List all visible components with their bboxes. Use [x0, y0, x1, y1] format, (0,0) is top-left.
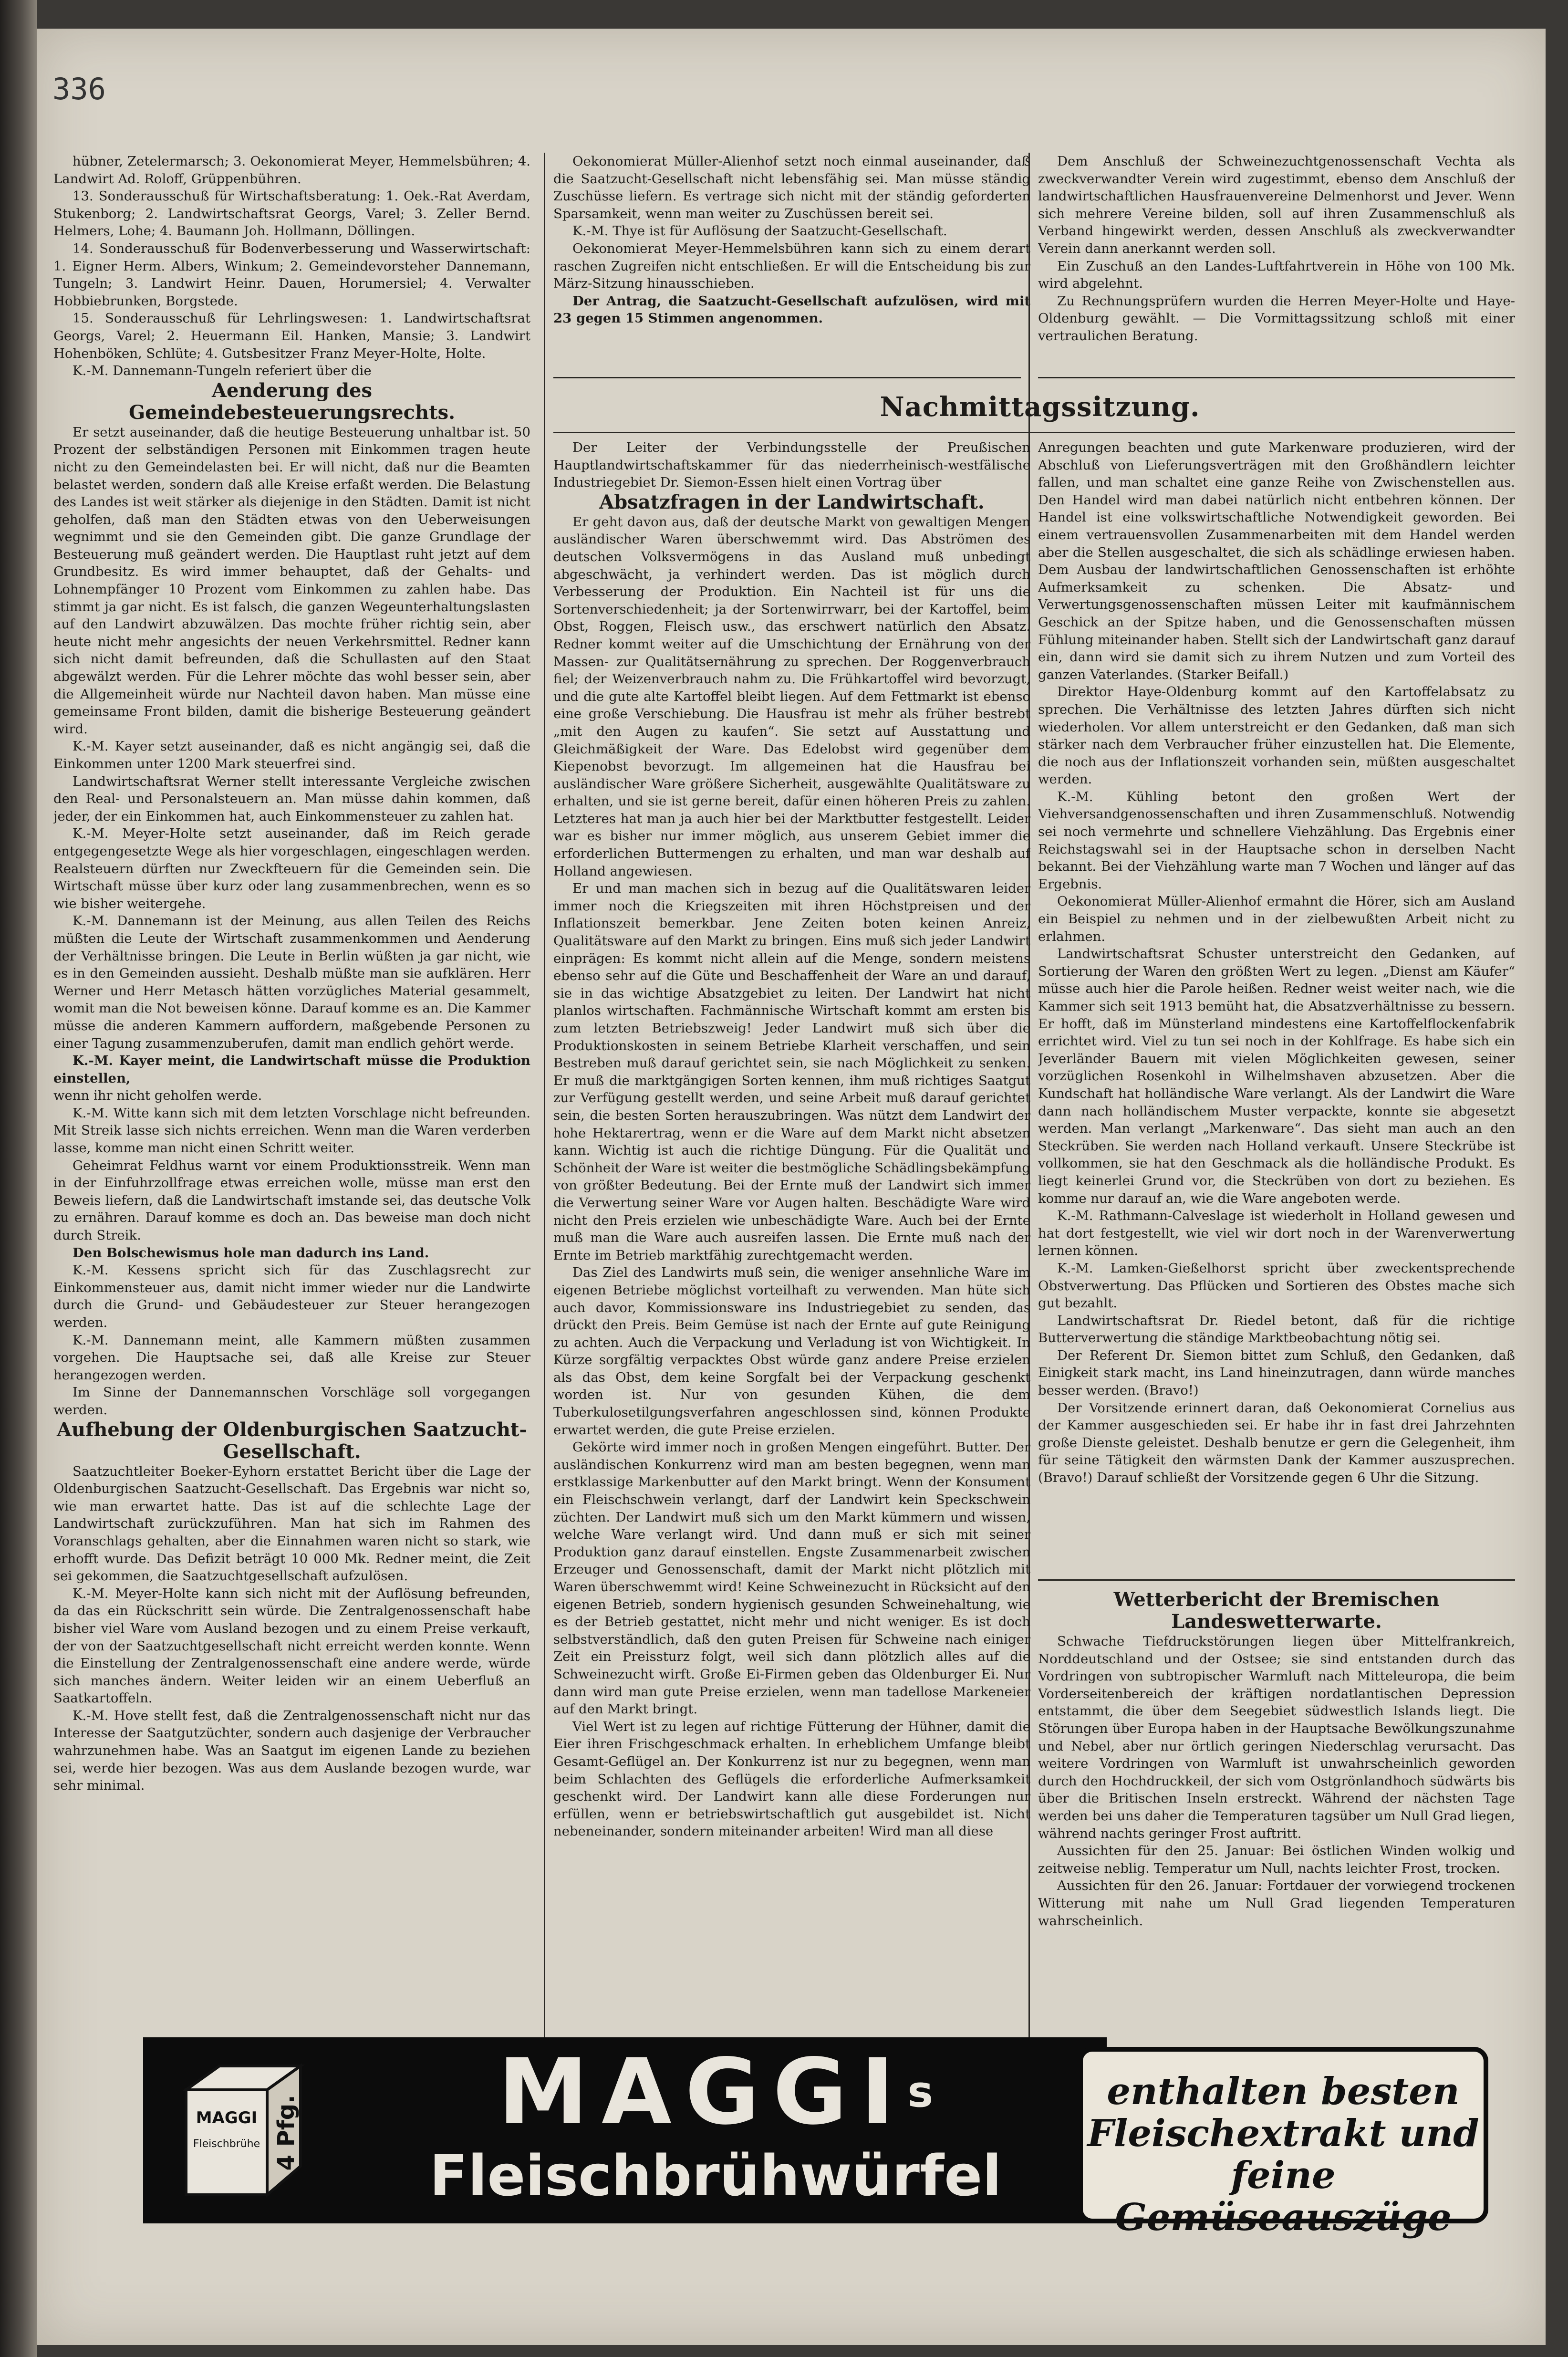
paragraph: Oekonomierat Meyer-Hemmelsbühren kann sich zu einem derart raschen Zugreifen nicht entschließen. Er will die Entscheidung bis zur März-Sitzung hinausschieben. [553, 240, 1030, 292]
article-heading: Aenderung des Gemeindebesteuerungsrechts. [128, 379, 456, 424]
paragraph-bold: Den Bolschewismus hole man dadurch ins Land. [73, 1245, 429, 1261]
paragraph: Landwirtschaftsrat Schuster unterstreicht den Gedanken, auf Sortierung der Waren den größten Wert zu legen. „Dienst am Käufer“ müsse auch hier die Parole heißen. Redner weist weiter nach, wie die Kammer sich seit 1913 bemüht hat, die Absatzverhältnisse zu bessern. Er hofft, daß im Münsterland mindestens eine Kartoffelflockenfabrik errichtet wird. Viel zu tun sei noch in der Kohlfrage. Es habe sich ein Jeverländer Bauern mit vielen Möglichkeiten gewesen, seiner vorzüglichen Rosenkohl in Wilhelmshaven abzusetzen. Aber die Kundschaft hat holländische Ware verlangt. Als der Landwirt die Ware dann nach holländischem Muster verpackte, konnte sie abgesetzt werden. Man verlangt „Markenware“. Das sieht man auch an den Steckrüben. Sie werden nach Holland verkauft. Unsere Steckrübe ist vollkommen, sie hat den Geschmack als die holländische Produkt. Es liegt keinerlei Grund vor, die Steckrüben von dort zu beziehen. Es komme nur darauf an, wie die Ware angeboten werde. [1038, 946, 1515, 1206]
paragraph: Oekonomierat Müller-Alienhof setzt noch einmal auseinander, daß die Saatzucht-Gesellschaft nicht lebensfähig sei. Man müsse ständig Zuschüsse liefern. Es vertrage sich nicht mit der ständig geforderten Sparsamkeit, wenn man weiter zu Zuschüssen bereit sei. [553, 154, 1030, 221]
section-rule [1038, 377, 1515, 378]
column-rule [544, 153, 545, 2042]
paragraph: Direktor Haye-Oldenburg kommt auf den Kartoffelabsatz zu sprechen. Die Verhältnisse des letzten Jahres dürften sich nicht wiederholen. Vor allem unterstreicht er den Gedanken, daß man sich stärker nach dem Verbraucher früher einzustellen hat. Die Elemente, die noch aus der Inflationszeit vorhanden sein, müßten ausgeschaltet werden. [1038, 684, 1515, 787]
section-title: Nachmittagssitzung. [880, 391, 1200, 423]
paragraph: K.-M. Lamken-Gießelhorst spricht über zweckentsprechende Obstverwertung. Das Pflücken und Sortieren des Obstes mache sich gut bezahlt. [1038, 1260, 1515, 1311]
paragraph: hübner, Zetelermarsch; 3. Oekonomierat Meyer, Hemmelsbühren; 4. Landwirt Ad. Roloff, Grüppenbühren. [53, 154, 530, 187]
weather-heading: Wetterbericht der Bremischen Landeswetterwarte. [1113, 1589, 1440, 1633]
paragraph: Aussichten für den 25. Januar: Bei östlichen Winden wolkig und zeitweise neblig. Temperatur um Null, nachts leichter Frost, trocken. [1038, 1843, 1515, 1876]
paragraph: K.-M. Witte kann sich mit dem letzten Vorschlage nicht befreunden. Mit Streik lasse sich nichts erreichen. Wenn man die Waren verderben lasse, komme man nicht einen Schritt weiter. [53, 1105, 530, 1156]
cube-sub: Fleischbrühe [193, 2138, 260, 2150]
paragraph: K.-M. Kayer setzt auseinander, daß es nicht angängig sei, daß die Einkommen unter 1200 Mark steuerfrei sind. [53, 739, 530, 772]
paragraph: K.-M. Dannemann ist der Meinung, aus allen Teilen des Reichs müßten die Leute der Wirtschaft zusammenkommen und Aenderung der Verhältnisse bringen. Die Leute in Berlin wüßten ja gar nicht, wie es in den Gemeinden aussieht. Deshalb müßte man sie aufklären. Herr Werner und Herr Metasch hätten vorzügliches Material gesammelt, womit man die Not beweisen könne. Darauf komme es an. Die Kammer müsse die anderen Kammern auffordern, maßgebende Personen zu einer Tagung zusammenzuberufen, damit man endlich gehört werde. [53, 913, 530, 1051]
paragraph: K.-M. Dannemann-Tungeln referiert über die [73, 363, 372, 379]
section-rule [553, 377, 1021, 378]
paragraph: Oekonomierat Müller-Alienhof ermahnt die Hörer, sich am Ausland ein Beispiel zu nehmen und in der zielbewußten Arbeit nicht zu erlahmen. [1038, 894, 1515, 944]
ad-brand: MAGGI$^s$ [498, 2039, 934, 2145]
paragraph: Der Vorsitzende erinnert daran, daß Oekonomierat Cornelius aus der Kammer ausgeschieden sei. Er habe ihr in fast drei Jahrzehnten große Dienste geleistet. Deshalb benutze er gern die Gelegenheit, ihm für seine Tätigkeit den wärmsten Dank der Kammer auszusprechen. (Bravo!) Darauf schließt der Vorsitzende gegen 6 Uhr die Sitzung. [1038, 1400, 1515, 1486]
column-1 [53, 153, 530, 2042]
paragraph: 14. Sonderausschuß für Bodenverbesserung und Wasserwirtschaft: 1. Eigner Herm. Albers, Winkum; 2. Gemeindevorsteher Dannemann, Tungeln; 3. Landwirt Heinr. Dauen, Horumersiel; 4. Verwalter Hobbiebrunken, Borgstede. [53, 240, 530, 309]
ad-product: Fleischbrühwürfel [429, 2143, 1002, 2209]
paragraph: wenn ihr nicht geholfen werde. [53, 1088, 262, 1104]
maggi-advertisement [143, 2037, 1479, 2239]
paragraph: Landwirtschaftsrat Dr. Riedel betont, daß für die richtige Butterverwertung die ständige Marktbeobachtung nötig sei. [1038, 1313, 1515, 1346]
paragraph: Dem Anschluß der Schweinezuchtgenossenschaft Vechta als zweckverwandter Verein wird zugestimmt, ebenso dem Anschluß der landwirtschaftlichen Hausfrauenvereine Delmenhorst und Jever. Wenn sich mehrere Vereine bilden, soll auf ihren Zusammenschluß als Verband hingewirkt werden, dessen Anschluß als zweckverwandter Verein dann anerkannt werden soll. [1038, 154, 1515, 256]
column-2 [553, 153, 1030, 377]
paragraph: K.-M. Meyer-Holte kann sich nicht mit der Auflösung befreunden, da das ein Rückschritt sein würde. Die Zentralgenossenschaft habe bisher viel Ware vom Ausland bezogen und zu einem Preise verkauft, der von der Saatzuchtgesellschaft nicht erreicht werden konnte. Wenn die Einstellung der Zentralgenossenschaft eine andere werde, würde sich manches ändern. Weiter leiden wir an einem Ueberfluß an Saatkartoffeln. [53, 1585, 530, 1706]
paragraph: Geheimrat Feldhus warnt vor einem Produktionsstreik. Wenn man in der Einfuhrzollfrage etwas erreichen wolle, müsse man erst den Beweis liefern, daß die Landwirtschaft imstande sei, das deutsche Volk zu ernähren. Darauf komme es doch an. Das beweise man doch nicht durch Streik. [53, 1158, 530, 1243]
article-heading: Aufhebung der Oldenburgischen Saatzucht-Gesellschaft. [56, 1418, 528, 1463]
paragraph-bold: K.-M. Kayer meint, die Landwirtschaft müsse die Produktion einstellen, [53, 1053, 530, 1086]
weather-report [1038, 1589, 1515, 2042]
paragraph: Der Leiter der Verbindungsstelle der Preußischen Hauptlandwirtschaftskammer für das niederrheinisch-westfälische Industriegebiet Dr. Siemon-Essen hielt einen Vortrag über [553, 440, 1030, 490]
paragraph: Das Ziel des Landwirts muß sein, die weniger ansehnliche Ware im eigenen Betriebe möglichst vorteilhaft zu verwenden. Man hüte sich auch davor, Kommissionsware ins Industriegebiet zu senden, das drückt den Preis. Beim Gemüse ist nach der Ernte auf gute Reinigung zu achten. Auch die Verpackung und Verladung ist von Wichtigkeit. In Kürze sorgfältig verpacktes Obst würde ganz andere Preise erzielen als das Obst, dem keine Sorgfalt bei der Verpackung geschenkt worden ist. Nur von gesunden Kühen, die dem Tuberkulosetilgungsverfahren angeschlossen sind, können Produkte erwartet werden, die gute Preise erzielen. [553, 1265, 1030, 1438]
paragraph: K.-M. Hove stellt fest, daß die Zentralgenossenschaft nicht nur das Interesse der Saatgutzüchter, sondern auch dasjenige der Verbraucher wahrzunehmen habe. Was an Saatgut im eigenen Lande zu beziehen sei, werde hier bezogen. Was aus dem Auslande bezogen wurde, war sehr minimal. [53, 1708, 530, 1794]
column-3-main [1038, 439, 1515, 1575]
paragraph: Er und man machen sich in bezug auf die Qualitätswaren leider immer noch die Kriegszeiten mit ihren Höchstpreisen und der Inflationszeit bemerkbar. Jene Zeiten boten keinen Anreiz, Qualitätsware auf den Markt zu bringen. Eins muß sich jeder Landwirt einprägen: Es kommt nicht allein auf die Menge, sondern meistens ebenso sehr auf die Güte und Beschaffenheit der Ware an und darauf, sie in das wichtige Absatzgebiet zu leiten. Der Landwirt hat nicht planlos wirtschaften. Fachmännische Wirtschaft kommt am ersten bis zum letzten Betriebszweig! Jeder Landwirt muß sich über die Produktionskosten in seinem Betriebe Klarheit verschaffen, und sein Bestreben muß darauf gerichtet sein, sie nach Möglichkeit zu senken. Er muß die marktgängigen Sorten kennen, ihm muß richtiges Saatgut zur Verfügung gestellt werden, und seine Arbeit muß darauf gerichtet sein, die besten Sorten herauszubringen. Was nützt dem Landwirt der hohe Hektarertrag, wenn er die Ware auf dem Markt nicht absetzen kann. Wichtig ist auch die richtige Düngung. Für die Qualität und Schönheit der Ware ist weiter die bestmögliche Schädlingsbekämpfung von größter Bedeutung. Bei der Ernte muß der Landwirt sich immer die Verwertung seiner Ware vor Augen halten. Beschädigte Ware wird nicht den Preis erzielen wie unbeschädigte Ware. Auch bei der Ernte muß man die Ware auch ausreifen lassen. Die Ernte muß nach der Ernte im Betrieb marktfähig zurechtgemacht werden. [553, 881, 1030, 1263]
paragraph: Zu Rechnungsprüfern wurden die Herren Meyer-Holte und Haye-Oldenburg gewählt. — Die Vormittagssitzung schloß mit einer vertraulichen Beratung. [1038, 293, 1515, 344]
paragraph: Schwache Tiefdruckstörungen liegen über Mittelfrankreich, Norddeutschland und der Ostsee; sie sind entstanden durch das Vordringen von subtropischer Warmluft nach Mitteleuropa, die beim Vorderseitenbereich der kräftigen nordatlantischen Depression entstammt, die über dem Seegebiet südwestlich Islands liegt. Die Störungen über Europa haben in der Hauptsache Bewölkungszunahme und Nebel, aber nur örtlich geringen Niederschlag verursacht. Das weitere Vordringen von Warmluft ist unwahrscheinlich geworden durch den Hochdruckkeil, der sich vom Ostgrönlandhoch südwärts bis über die Britischen Inseln erstreckt. Während der nächsten Tage werden bei uns daher die Temperaturen tagsüber um Null Grad liegen, während nachts geringer Frost auftritt. [1038, 1634, 1515, 1841]
paragraph: K.-M. Thye ist für Auflösung der Saatzucht-Gesellschaft. [572, 223, 947, 239]
cube-brand: MAGGI [196, 2108, 258, 2128]
column-3-top [1038, 153, 1515, 377]
paragraph: K.-M. Rathmann-Calveslage ist wiederholt in Holland gewesen und hat dort festgestellt, wie viel wir dort noch in der Warenverwertung lernen können. [1038, 1208, 1515, 1259]
paragraph: Aussichten für den 26. Januar: Fortdauer der vorwiegend trockenen Witterung mit nahe um Null Grad liegenden Temperaturen wahrscheinlich. [1038, 1878, 1515, 1929]
section-rule [553, 432, 1515, 433]
paragraph: Ein Zuschuß an den Landes-Luftfahrtverein in Höhe von 100 Mk. wird abgelehnt. [1038, 258, 1515, 292]
paragraph: Saatzuchtleiter Boeker-Eyhorn erstattet Bericht über die Lage der Oldenburgischen Saatzucht-Gesellschaft. Das Ergebnis war nicht so, wie man erwartet hatte. Das ist auf die schlechte Lage der Landwirtschaft zurückzuführen. Man hat sich im Rahmen des Voranschlags gehalten, aber die Einnahmen waren nicht so stark, wie erhofft wurde. Das Defizit beträgt 10 000 Mk. Redner meint, die Zeit sei gekommen, die Saatzuchtgesellschaft aufzulösen. [53, 1463, 530, 1584]
paragraph: Anregungen beachten und gute Markenware produzieren, wird der Abschluß von Lieferungsverträgen mit den Großhändlern leichter fallen, und man schaltet eine ganze Reihe von Zwischenstellen aus. Den Handel wird man dabei natürlich nicht entbehren können. Der Handel ist eine volkswirtschaftliche Notwendigkeit geworden. Bei einem vertrauensvollen Zusammenarbeiten mit dem Handel werden aber die Stellen ausgeschaltet, die sich als schädlinge erwiesen haben. Dem Ausbau der landwirtschaftlichen Genossenschaften ist erhöhte Aufmerksamkeit zu schenken. Die Absatz- und Verwertungsgenossenschaften müssen Leiter mit kaufmännischem Geschick an der Spitze haben, und die Genossenschaften müssen Fühlung miteinander haben. Stellt sich der Landwirtschaft ganz darauf ein, dann wird sie damit sich zu ihrem Nutzen und zum Vorteil des ganzen Vaterlandes. (Starker Beifall.) [1038, 440, 1515, 682]
paragraph: 13. Sonderausschuß für Wirtschaftsberatung: 1. Oek.-Rat Averdam, Stukenborg; 2. Landwirtschaftsrat Georgs, Varel; 3. Zeller Bernd. Helmers, Lohe; 4. Baumann Joh. Hollmann, Döllingen. [53, 188, 530, 239]
cube-price: 4 Pfg. [273, 2095, 300, 2171]
ad-slogan: enthalten besten Fleischextrakt und feine Gemüseauszüge [1087, 2070, 1479, 2239]
paragraph: Er geht davon aus, daß der deutsche Markt von gewaltigen Mengen ausländischer Waren überschwemmt wird. Das Abströmen des deutschen Volksvermögens in das Ausland muß unbedingt abgeschwächt, ja verhindert werden. Das ist möglich durch Verbesserung der Produktion. Ein Nachteil ist für uns die Sortenverschiedenheit; ja der Sortenwirrwarr, bei der Kartoffel, beim Obst, Roggen, Fleisch usw., das erschwert natürlich den Absatz. Redner kommt weiter auf die Umschichtung der Ernährung von der Massen- zur Qualitätsernährung zu sprechen. Der Roggenverbrauch fiel; der Weizenverbrauch nahm zu. Die Frühkartoffel wird bevorzugt, und die gute alte Kartoffel bleibt liegen. Auf dem Fettmarkt ist ebenso eine große Verschiebung. Die Hausfrau ist mehr als früher bestrebt „mit den Augen zu kaufen“. Sie setzt auf Ausstattung und Gleichmäßigkeit der Ware. Das Edelobst wird gegenüber dem Kiepenobst bevorzugt. Im allgemeinen hat die Hausfrau bei ausländischer Ware größere Sicherheit, ausgewählte Qualitätsware zu erhalten, und sie ist gerne bereit, dafür einen höheren Preis zu zahlen. Letzteres hat man ja auch hier bei der Marktbutter festgestellt. Leider war es bisher nur immer möglich, aus unserem Gebiet immer die erforderlichen Buttermengen zu erhalten, und man war deshalb auf Holland angewiesen. [553, 514, 1030, 879]
section-rule [1038, 1579, 1515, 1581]
book-binding [0, 0, 37, 2357]
paragraph: Im Sinne der Dannemannschen Vorschläge soll vorgegangen werden. [53, 1385, 530, 1418]
paragraph: K.-M. Meyer-Holte setzt auseinander, daß im Reich gerade entgegengesetzte Wege als hier vorgeschlagen, eingeschlagen werden. Realsteuern dürften nur Zweckfteuern für die Gemeinden sein. Die Wirtschaft müsse über kurz oder lang zusammenbrechen, wenn es so wie bisher weitergehe. [53, 826, 530, 911]
paragraph: Der Referent Dr. Siemon bittet zum Schluß, den Gedanken, daß Einigkeit stark macht, ins Land hineinzutragen, dann würde manches besser werden. (Bravo!) [1038, 1347, 1515, 1398]
paragraph-bold: Der Antrag, die Saatzucht-Gesellschaft aufzulösen, wird mit 23 gegen 15 Stimmen angenommen. [553, 293, 1030, 326]
paragraph: K.-M. Kühling betont den großen Wert der Viehversandgenossenschaften und ihren Zusammenschluß. Notwendig sei noch vermehrte und schnellere Viehzählung. Das Ergebnis einer Reichstagswahl sei in der Hauptsache schon in derselben Nacht bekannt. Bei der Viehzählung warte man 7 Wochen und länger auf das Ergebnis. [1038, 789, 1515, 892]
paragraph: K.-M. Dannemann meint, alle Kammern müßten zusammen vorgehen. Die Hauptsache sei, daß alle Kreise zur Steuer herangezogen werden. [53, 1332, 530, 1383]
paragraph: 15. Sonderausschuß für Lehrlingswesen: 1. Landwirtschaftsrat Georgs, Varel; 2. Heuermann Eil. Hanken, Mansie; 3. Landwirt Hohenböken, Schlüte; 4. Gutsbesitzer Franz Meyer-Holte, Holte. [53, 311, 530, 361]
paragraph: Viel Wert ist zu legen auf richtige Fütterung der Hühner, damit die Eier ihren Frischgeschmack erhalten. In erheblichem Umfange bleibt Gesamt-Geflügel an. Der Konkurrenz ist nur zu begegnen, wenn man beim Schlachten des Geflügels die erforderliche Aufmerksamkeit geschenkt wird. Der Landwirt kann alle diese Forderungen nur erfüllen, wenn er betriebswirtschaftlich gut ausgebildet ist. Nicht nebeneinander, sondern miteinander arbeiten! Wird man all diese [553, 1719, 1030, 1839]
paragraph: Er setzt auseinander, daß die heutige Besteuerung unhaltbar ist. 50 Prozent der selbständigen Personen mit Einkommen tragen heute nicht zu den Gemeindelasten bei. Er will nicht, daß nur die Beamten belastet werden, sondern daß alle Kreise erfaßt werden. Die Belastung des Landes ist weit stärker als diejenige in den Städten. Damit ist nicht geholfen, daß man den Städten etwas von den Ueberweisungen wegnimmt und sie den Gemeinden gibt. Die ganze Grundlage der Besteuerung muß geändert werden. Die Hauptlast ruht jetzt auf dem Grundbesitz. Es wird immer behauptet, daß der Gehalts- und Lohnempfänger 10 Prozent vom Einkommen zu zahlen habe. Das stimmt ja gar nicht. Es ist falsch, die ganzen Wegeunterhaltungslasten auf den Landwirt abzuwälzen. Das mochte früher richtig sein, aber heute nicht mehr angesichts der neuen Verkehrsmittel. Redner kann sich nicht damit befreunden, daß die Schullasten auf den Staat abgewälzt werden. Für die Lehrer möchte das wohl besser sein, aber die Allgemeinheit würde nur Nachteil davon haben. Man müsse eine gemeinsame Front bilden, damit die bisherige Besteuerung geändert wird. [53, 424, 530, 737]
article-heading: Absatzfragen in der Landwirtschaft. [599, 490, 985, 513]
ad-banner [143, 2037, 1107, 2223]
paragraph: Landwirtschaftsrat Werner stellt interessante Vergleiche zwischen den Real- und Personalsteuern an. Man müsse dahin kommen, daß jeder, der ein Einkommen hat, auch Einkommensteuer zu zahlen hat. [53, 773, 530, 824]
ad-slogan-scroll [1078, 2047, 1488, 2239]
page-number: 336 [52, 72, 106, 106]
paragraph: K.-M. Kessens spricht sich für das Zuschlagsrecht zur Einkommensteuer aus, damit nicht immer wieder nur die Landwirte durch die Grund- und Gebäudesteuer zur Steuer herangezogen werden. [53, 1262, 530, 1330]
bouillon-cube-icon [172, 2056, 315, 2204]
column-2-main [553, 439, 1030, 2042]
paragraph: Gekörte wird immer noch in großen Mengen eingeführt. Butter. Der ausländischen Konkurrenz wird man am besten begegnen, wenn man erstklassige Markenbutter auf den Markt bringt. Wenn der Konsument ein Fleischschwein verlangt, darf der Landwirt kein Speckschwein züchten. Der Landwirt muß sich um den Markt kümmern und wissen, welche Ware verlangt wird. Und dann muß er sich mit seiner Produktion ganz darauf einstellen. Engste Zusammenarbeit zwischen Erzeuger und Genossenschaft, damit der Markt nicht plötzlich mit Waren überschwemmt wird! Keine Schweinezucht in Rücksicht auf den eigenen Betrieb, sondern hygienisch gesunden Schweinehaltung, wie es der Betrieb gestattet, nicht mehr und nicht weniger. Es ist doch selbstverständlich, daß den guten Preisen für Schweine nach einiger Zeit ein Preissturz folgt, weil sich dann plötzlich alles auf die Schweinezucht wirft. Große Ei-Firmen geben das Oldenburger Ei. Nur dann wird man gute Preise erzielen, wenn man tadellose Markeneier auf den Markt bringt. [553, 1439, 1030, 1717]
